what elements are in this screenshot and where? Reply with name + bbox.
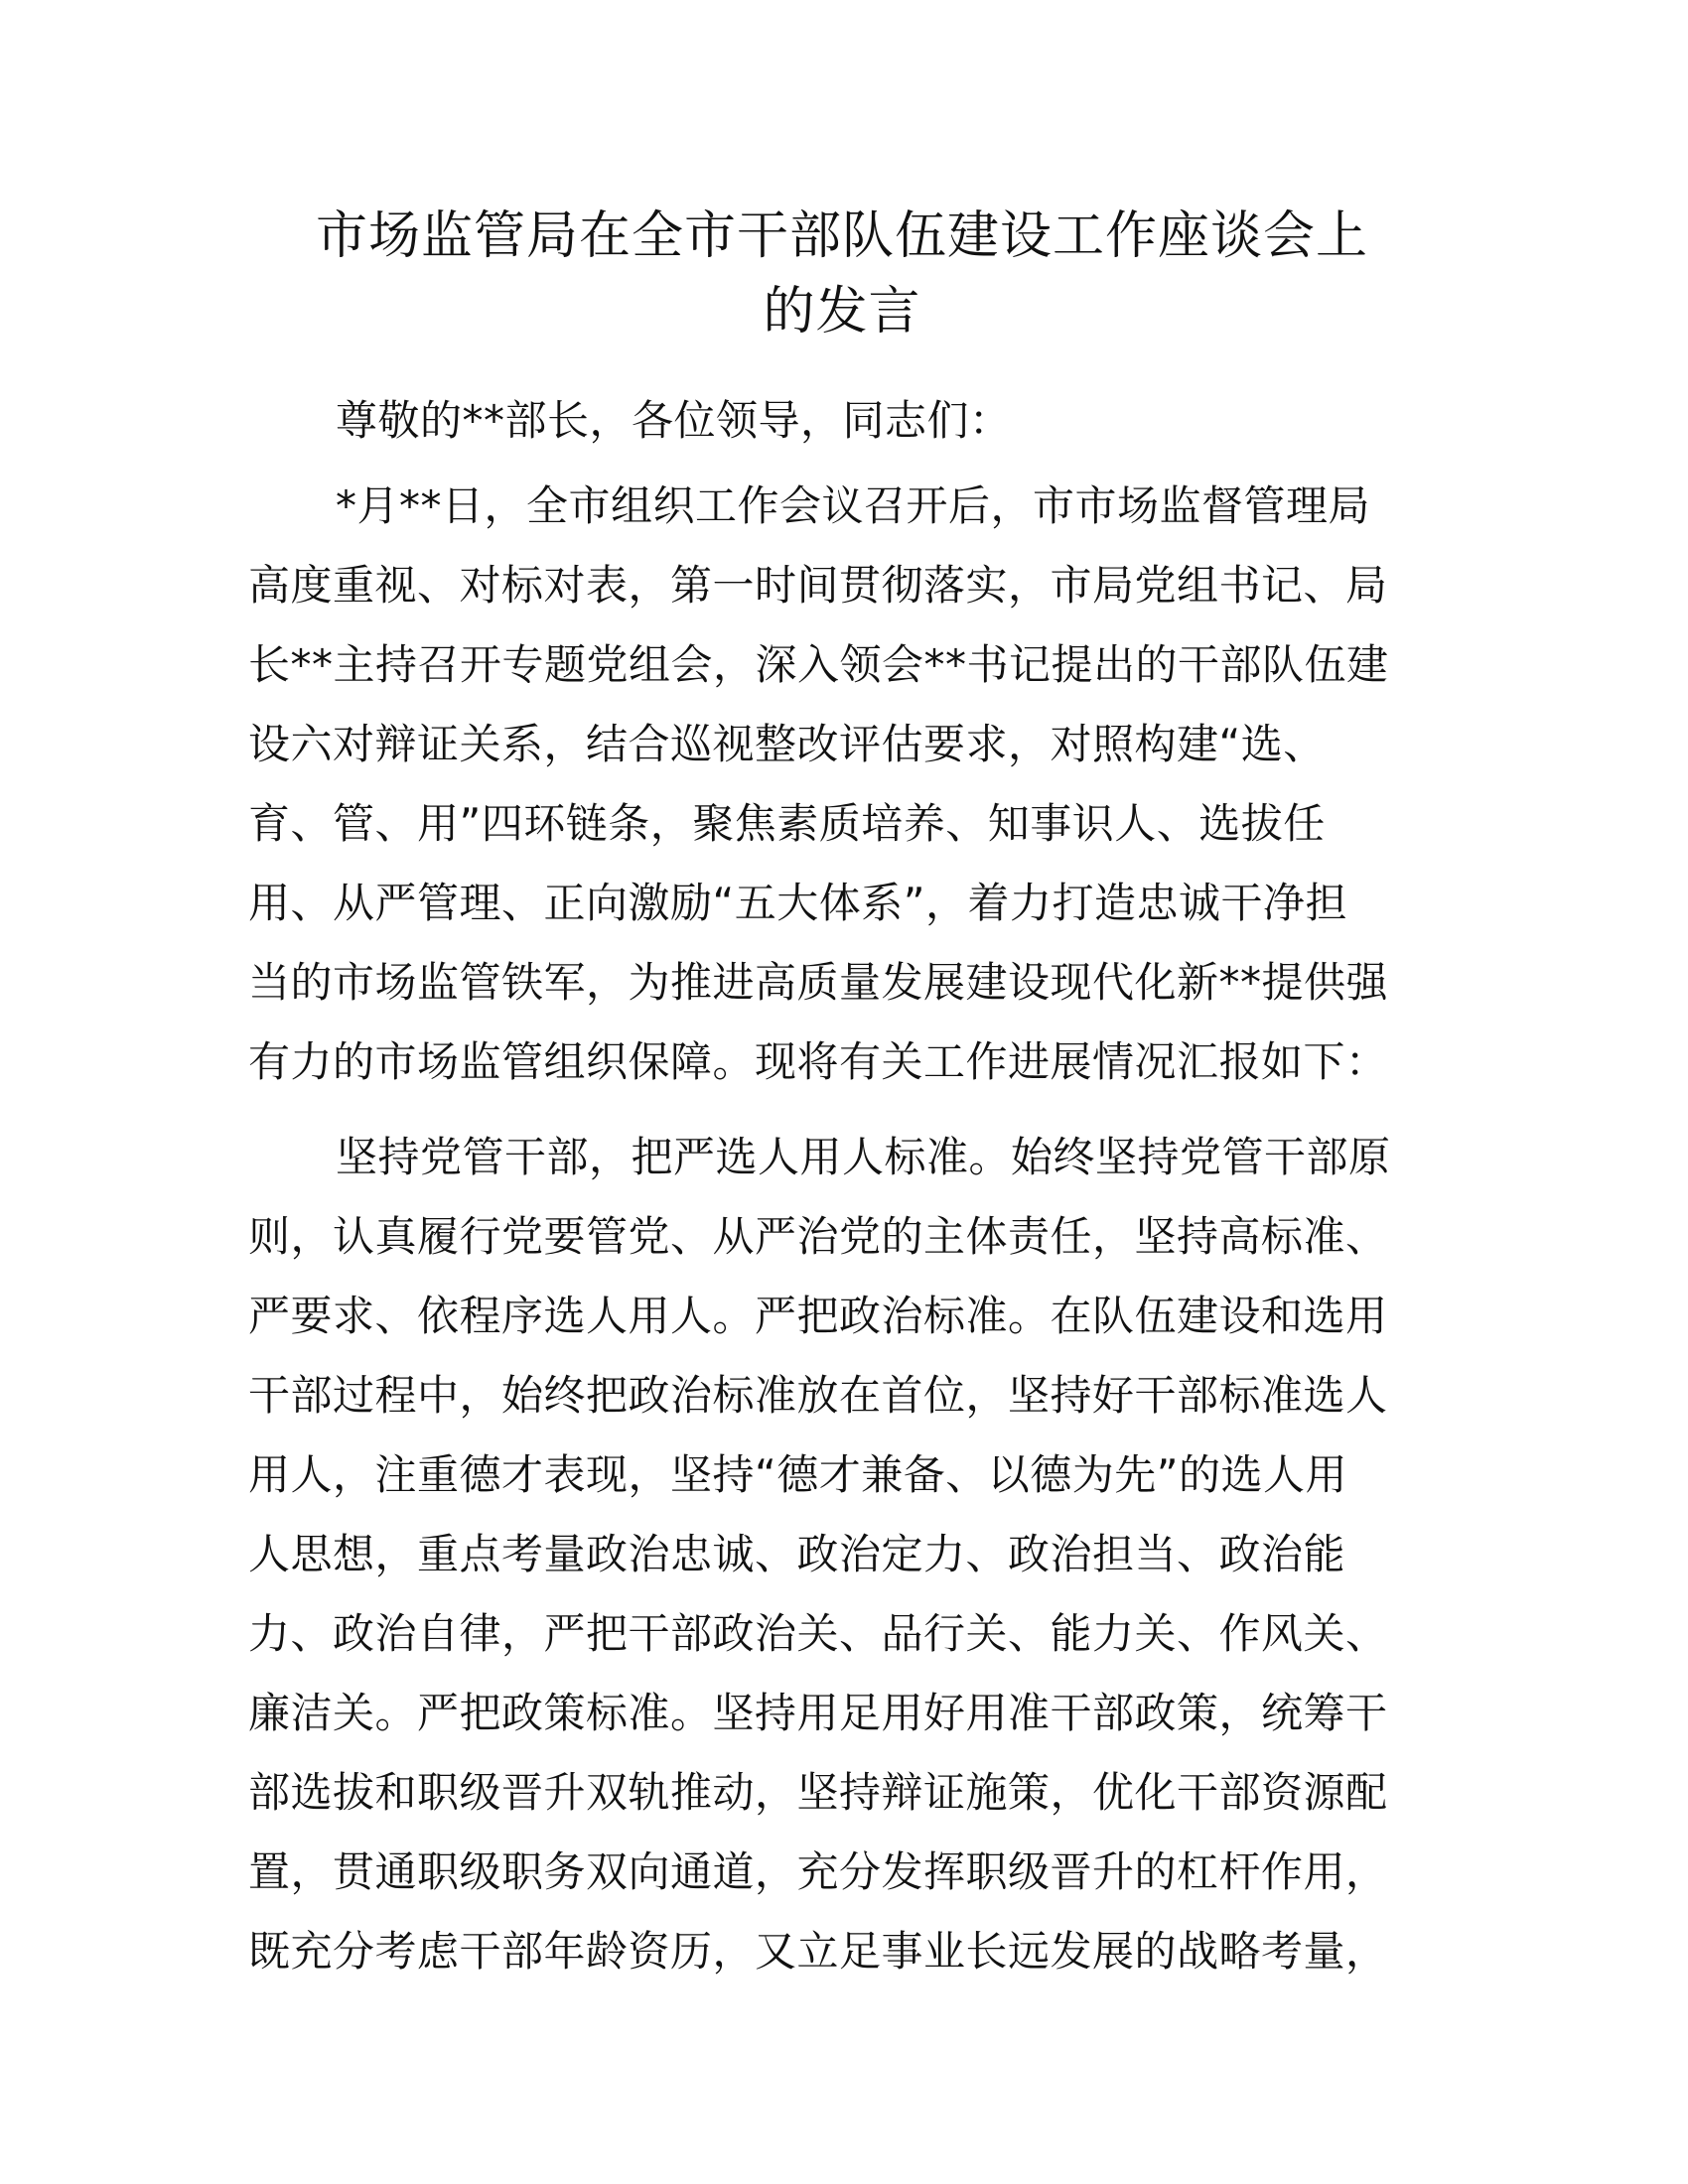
paragraph-line: 用人，注重德才表现，坚持“德才兼备、以德为先”的选人用 (248, 1450, 1348, 1499)
salutation: 尊敬的**部长，各位领导，同志们： (336, 396, 1012, 445)
paragraph-line: *月**日，全市组织工作会议召开后，市市场监督管理局 (336, 481, 1371, 530)
paragraph-line: 有力的市场监管组织保障。现将有关工作进展情况汇报如下： (248, 1037, 1388, 1086)
paragraph-line: 用、从严管理、正向激励“五大体系”，着力打造忠诚干净担 (248, 879, 1348, 927)
paragraph-line: 置，贯通职级职务双向通道，充分发挥职级晋升的杠杆作用， (248, 1847, 1388, 1896)
paragraph-line: 高度重视、对标对表，第一时间贯彻落实，市局党组书记、局 (248, 561, 1388, 610)
paragraph-intro (248, 467, 1440, 1102)
paragraph-line: 部选拔和职级晋升双轨推动，坚持辩证施策，优化干部资源配 (248, 1768, 1388, 1817)
paragraph-line: 育、管、用”四环链条，聚焦素质培养、知事识人、选拔任 (248, 799, 1326, 848)
title-line: 的发言 (763, 282, 921, 341)
paragraph-line: 坚持党管干部，把严选人用人标准。始终坚持党管干部原 (336, 1133, 1391, 1181)
paragraph-line: 长**主持召开专题党组会，深入领会**书记提出的干部队伍建 (248, 640, 1389, 689)
paragraph-line: 设六对辩证关系，结合巡视整改评估要求，对照构建“选、 (248, 720, 1326, 768)
paragraph-line: 严要求、依程序选人用人。严把政治标准。在队伍建设和选用 (248, 1292, 1388, 1340)
paragraph-line: 则，认真履行党要管党、从严治党的主体责任，坚持高标准、 (248, 1212, 1388, 1261)
paragraph-line: 廉洁关。严把政策标准。坚持用足用好用准干部政策，统筹干 (248, 1689, 1388, 1737)
paragraph-line: 当的市场监管铁军，为推进高质量发展建设现代化新**提供强 (248, 958, 1389, 1007)
title-line: 市场监管局在全市干部队伍建设工作座谈会上 (315, 206, 1368, 266)
paragraph-line: 人思想，重点考量政治忠诚、政治定力、政治担当、政治能 (248, 1530, 1346, 1578)
paragraph-cadre-standards (248, 1118, 1440, 1991)
document-body (248, 381, 1440, 1991)
paragraph-line: 干部过程中，始终把政治标准放在首位，坚持好干部标准选人 (248, 1371, 1388, 1420)
paragraph-line: 既充分考虑干部年龄资历，又立足事业长远发展的战略考量， (248, 1927, 1388, 1976)
document-title (246, 199, 1438, 349)
paragraph-line: 力、政治自律，严把干部政治关、品行关、能力关、作风关、 (248, 1609, 1388, 1658)
